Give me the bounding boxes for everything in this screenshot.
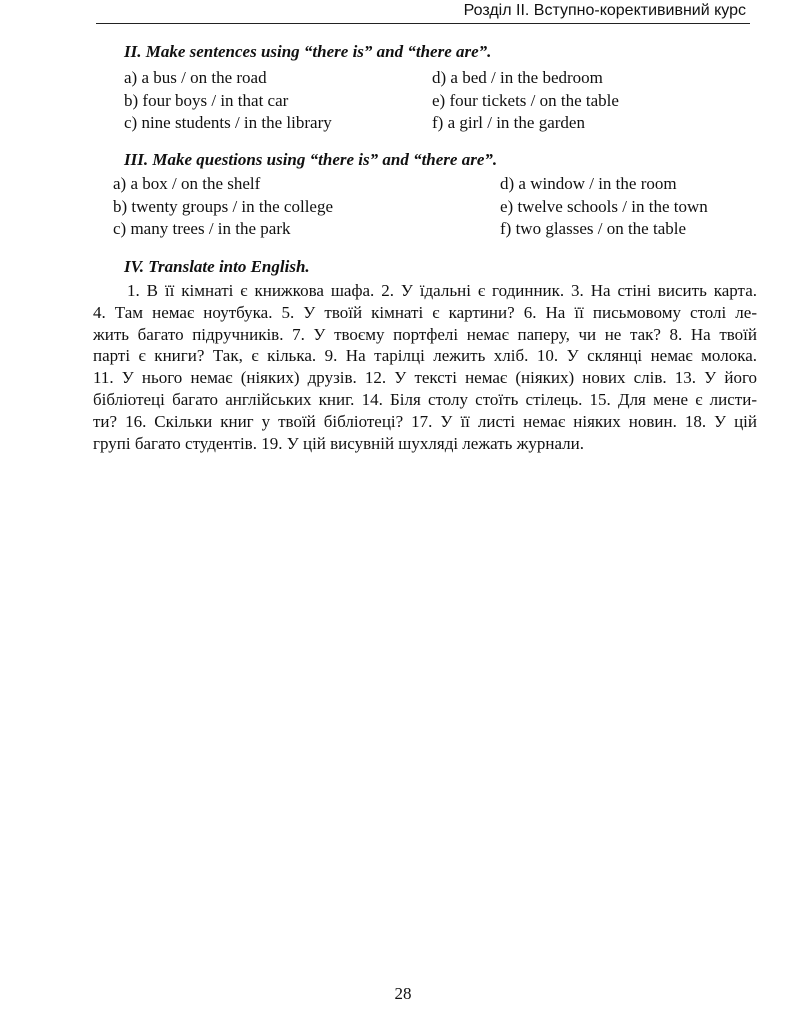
- paragraph-line: парті є книги? Так, є кілька. 9. На тарілці лежить хліб. 10. У склянці немає молока.: [93, 346, 757, 366]
- exercise-2-item-f: f) a girl / in the garden: [432, 113, 585, 132]
- running-header: Розділ ІІ. Вступно-коректививний курс: [96, 0, 750, 24]
- paragraph-line: групі багато студентів. 19. У цій висувній шухляді лежать журнали.: [93, 433, 584, 453]
- exercise-3-item-e: e) twelve schools / in the town: [500, 196, 708, 216]
- exercise-3-item-f: f) two glasses / on the table: [500, 219, 687, 238]
- exercise-4-paragraph: [93, 280, 757, 454]
- exercise-2-item-e: e) four tickets / on the table: [432, 90, 619, 110]
- paragraph-line: ти? 16. Скільки книг у твоїй бібліотеці? 17. У її листі немає ніяких новин. 18. У цій: [93, 411, 757, 431]
- exercise-2-item-b: b) four boys / in that car: [124, 90, 289, 110]
- exercise-3-item-c: c) many trees / in the park: [113, 219, 291, 238]
- exercise-3-heading: III. Make questions using “there is” and “there are”.: [124, 150, 498, 169]
- paragraph-line: бібліотеці багато англійських книг. 14. Біля столу стоїть стілець. 15. Для мене є листи-: [93, 389, 757, 409]
- exercise-2-heading: II. Make sentences using “there is” and “there are”.: [124, 42, 492, 61]
- exercise-2-item-a: a) a bus / on the road: [124, 68, 267, 87]
- exercise-2-item-d: d) a bed / in the bedroom: [432, 68, 603, 87]
- exercise-3-right-column: [500, 173, 708, 241]
- exercise-2-left-column: [124, 67, 332, 135]
- exercise-2-right-column: [432, 67, 619, 135]
- exercise-3-item-a: a) a box / on the shelf: [113, 174, 261, 193]
- exercise-3-item-b: b) twenty groups / in the college: [113, 196, 334, 216]
- page-number: 28: [394, 984, 412, 1003]
- paragraph-line: 11. У нього немає (ніяких) друзів. 12. У тексті немає (ніяких) нових слів. 13. У його: [93, 368, 757, 388]
- exercise-3-item-d: d) a window / in the room: [500, 174, 677, 193]
- exercise-4-heading: IV. Translate into English.: [124, 257, 310, 276]
- exercise-2-item-c: c) nine students / in the library: [124, 113, 332, 132]
- paragraph-line: 1. В її кімнаті є книжкова шафа. 2. У їдальні є годинник. 3. На стіні висить карта.: [127, 281, 757, 300]
- paragraph-line: жить багато підручників. 7. У твоєму портфелі немає паперу, чи не так? 8. На твоїй: [93, 324, 757, 344]
- paragraph-line: 4. Там немає ноутбука. 5. У твоїй кімнаті є картини? 6. На її письмовому столі ле-: [93, 302, 757, 322]
- exercise-3-left-column: [113, 173, 333, 241]
